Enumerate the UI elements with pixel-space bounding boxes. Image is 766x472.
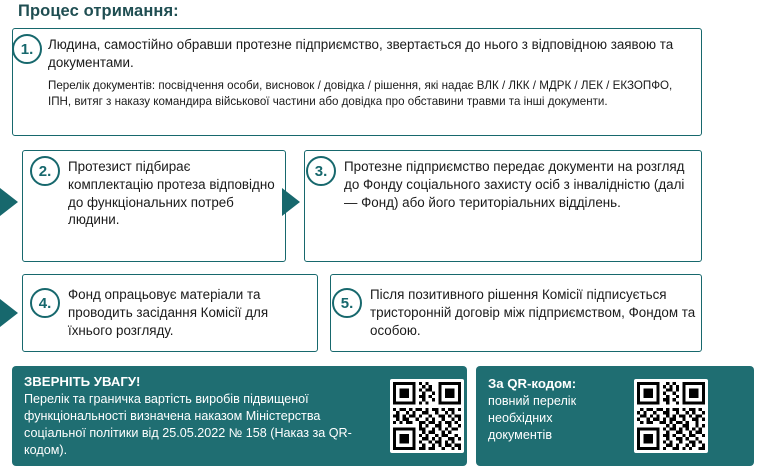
page-title: Процес отримання: [18,2,179,20]
qr-code-documents[interactable] [634,379,708,453]
step-number-badge-4: 4. [30,288,60,318]
notice-heading: ЗВЕРНІТЬ УВАГУ! [24,374,141,389]
notice-panel [12,366,467,466]
notice-body: Перелік та граничка вартість виробів підвищеної функціональності визначена наказом Міністерства соціальної політики від 25.05.2022 № 158 (Наказ за QR-кодом). [24,392,352,457]
step-text-5: Після позитивного рішення Комісії підписується тристоронній договір між підприємством, Фондом та особою. [370,287,696,338]
step-text-3: Протезне підприємство передає документи на розгляд до Фонду соціального захисту осіб з інвалідністю (далі — Фонд) або його територіальних відділень. [344,159,685,210]
arrow-right-icon-2 [282,188,300,216]
step-subtext-1: Перелік документів: посвідчення особи, висновок / довідка / рішення, які надає ВЛК / ЛКК / МДРК / ЛЕК / ЕКЗОПФО, ІПН, витяг з наказу командира військової частини або довідка про обставини травми та інші документи. [48,79,673,108]
qr-code-notice[interactable] [390,379,464,453]
arrow-right-icon-3 [0,299,18,327]
step-number-badge-1: 1. [12,34,42,64]
qr-panel-body: повний перелік необхідних документів [488,394,577,442]
step-number-badge-2: 2. [30,156,60,186]
step-text-4: Фонд опрацьовує матеріали та проводить засідання Комісії для їхнього розгляду. [68,287,269,338]
step-number-badge-5: 5. [332,288,362,318]
qr-code-icon [393,382,461,450]
step-text-1: Людина, самостійно обравши протезне підприємство, звертається до нього з відповідною заявою та документами. [48,37,674,70]
arrow-right-icon-1 [0,188,18,216]
step-number-badge-3: 3. [306,156,336,186]
qr-code-icon [637,382,705,450]
step-text-2: Протезист підбирає комплектацію протеза відповідно до функціональних потреб людини. [68,159,275,228]
qr-panel-heading: За QR-кодом: [488,376,577,391]
qr-info-panel [476,366,754,466]
